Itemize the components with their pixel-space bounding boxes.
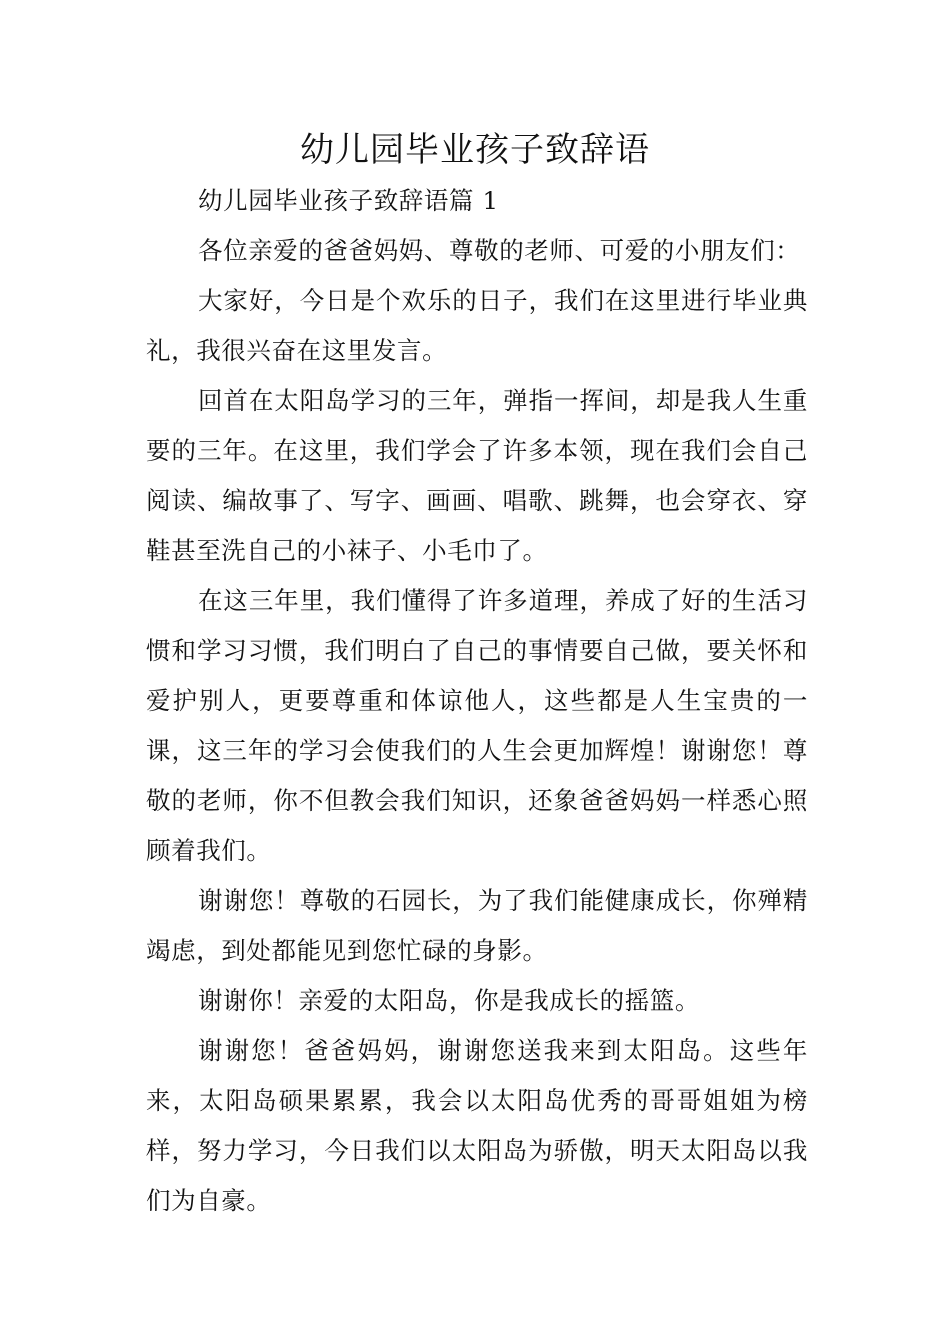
paragraph-opening: 大家好，今日是个欢乐的日子，我们在这里进行毕业典礼，我很兴奋在这里发言。 (146, 286, 808, 365)
paragraph-thanks-principal: 谢谢您！尊敬的石园长，为了我们能健康成长，你殚精竭虑，到处都能见到您忙碌的身影。 (146, 886, 808, 965)
paragraph-thanks-parents: 谢谢您！爸爸妈妈，谢谢您送我来到太阳岛。这些年来，太阳岛硕果累累，我会以太阳岛优秀的哥哥姐姐为榜样，努力学习，今日我们以太阳岛为骄傲，明天太阳岛以我们为自豪。 (146, 1036, 808, 1215)
document-body (146, 176, 808, 1226)
paragraph-thanks-school: 谢谢你！亲爱的太阳岛，你是我成长的摇篮。 (198, 986, 700, 1015)
paragraph-three-years: 回首在太阳岛学习的三年，弹指一挥间，却是我人生重要的三年。在这里，我们学会了许多本领，现在我们会自己阅读、编故事了、写字、画画、唱歌、跳舞，也会穿衣、穿鞋甚至洗自己的小袜子、小毛巾了。 (146, 386, 808, 565)
document-title: 幼儿园毕业孩子致辞语 (300, 130, 650, 170)
paragraph-lessons: 在这三年里，我们懂得了许多道理，养成了好的生活习惯和学习习惯，我们明白了自己的事情要自己做，要关怀和爱护别人，更要尊重和体谅他人，这些都是人生宝贵的一课，这三年的学习会使我们的人生会更加辉煌！谢谢您！尊敬的老师，你不但教会我们知识，还象爸爸妈妈一样悉心照顾着我们。 (146, 586, 808, 865)
paragraph-greeting: 各位亲爱的爸爸妈妈、尊敬的老师、可爱的小朋友们： (198, 236, 801, 265)
subtitle-paragraph: 幼儿园毕业孩子致辞语篇 1 (198, 186, 499, 215)
